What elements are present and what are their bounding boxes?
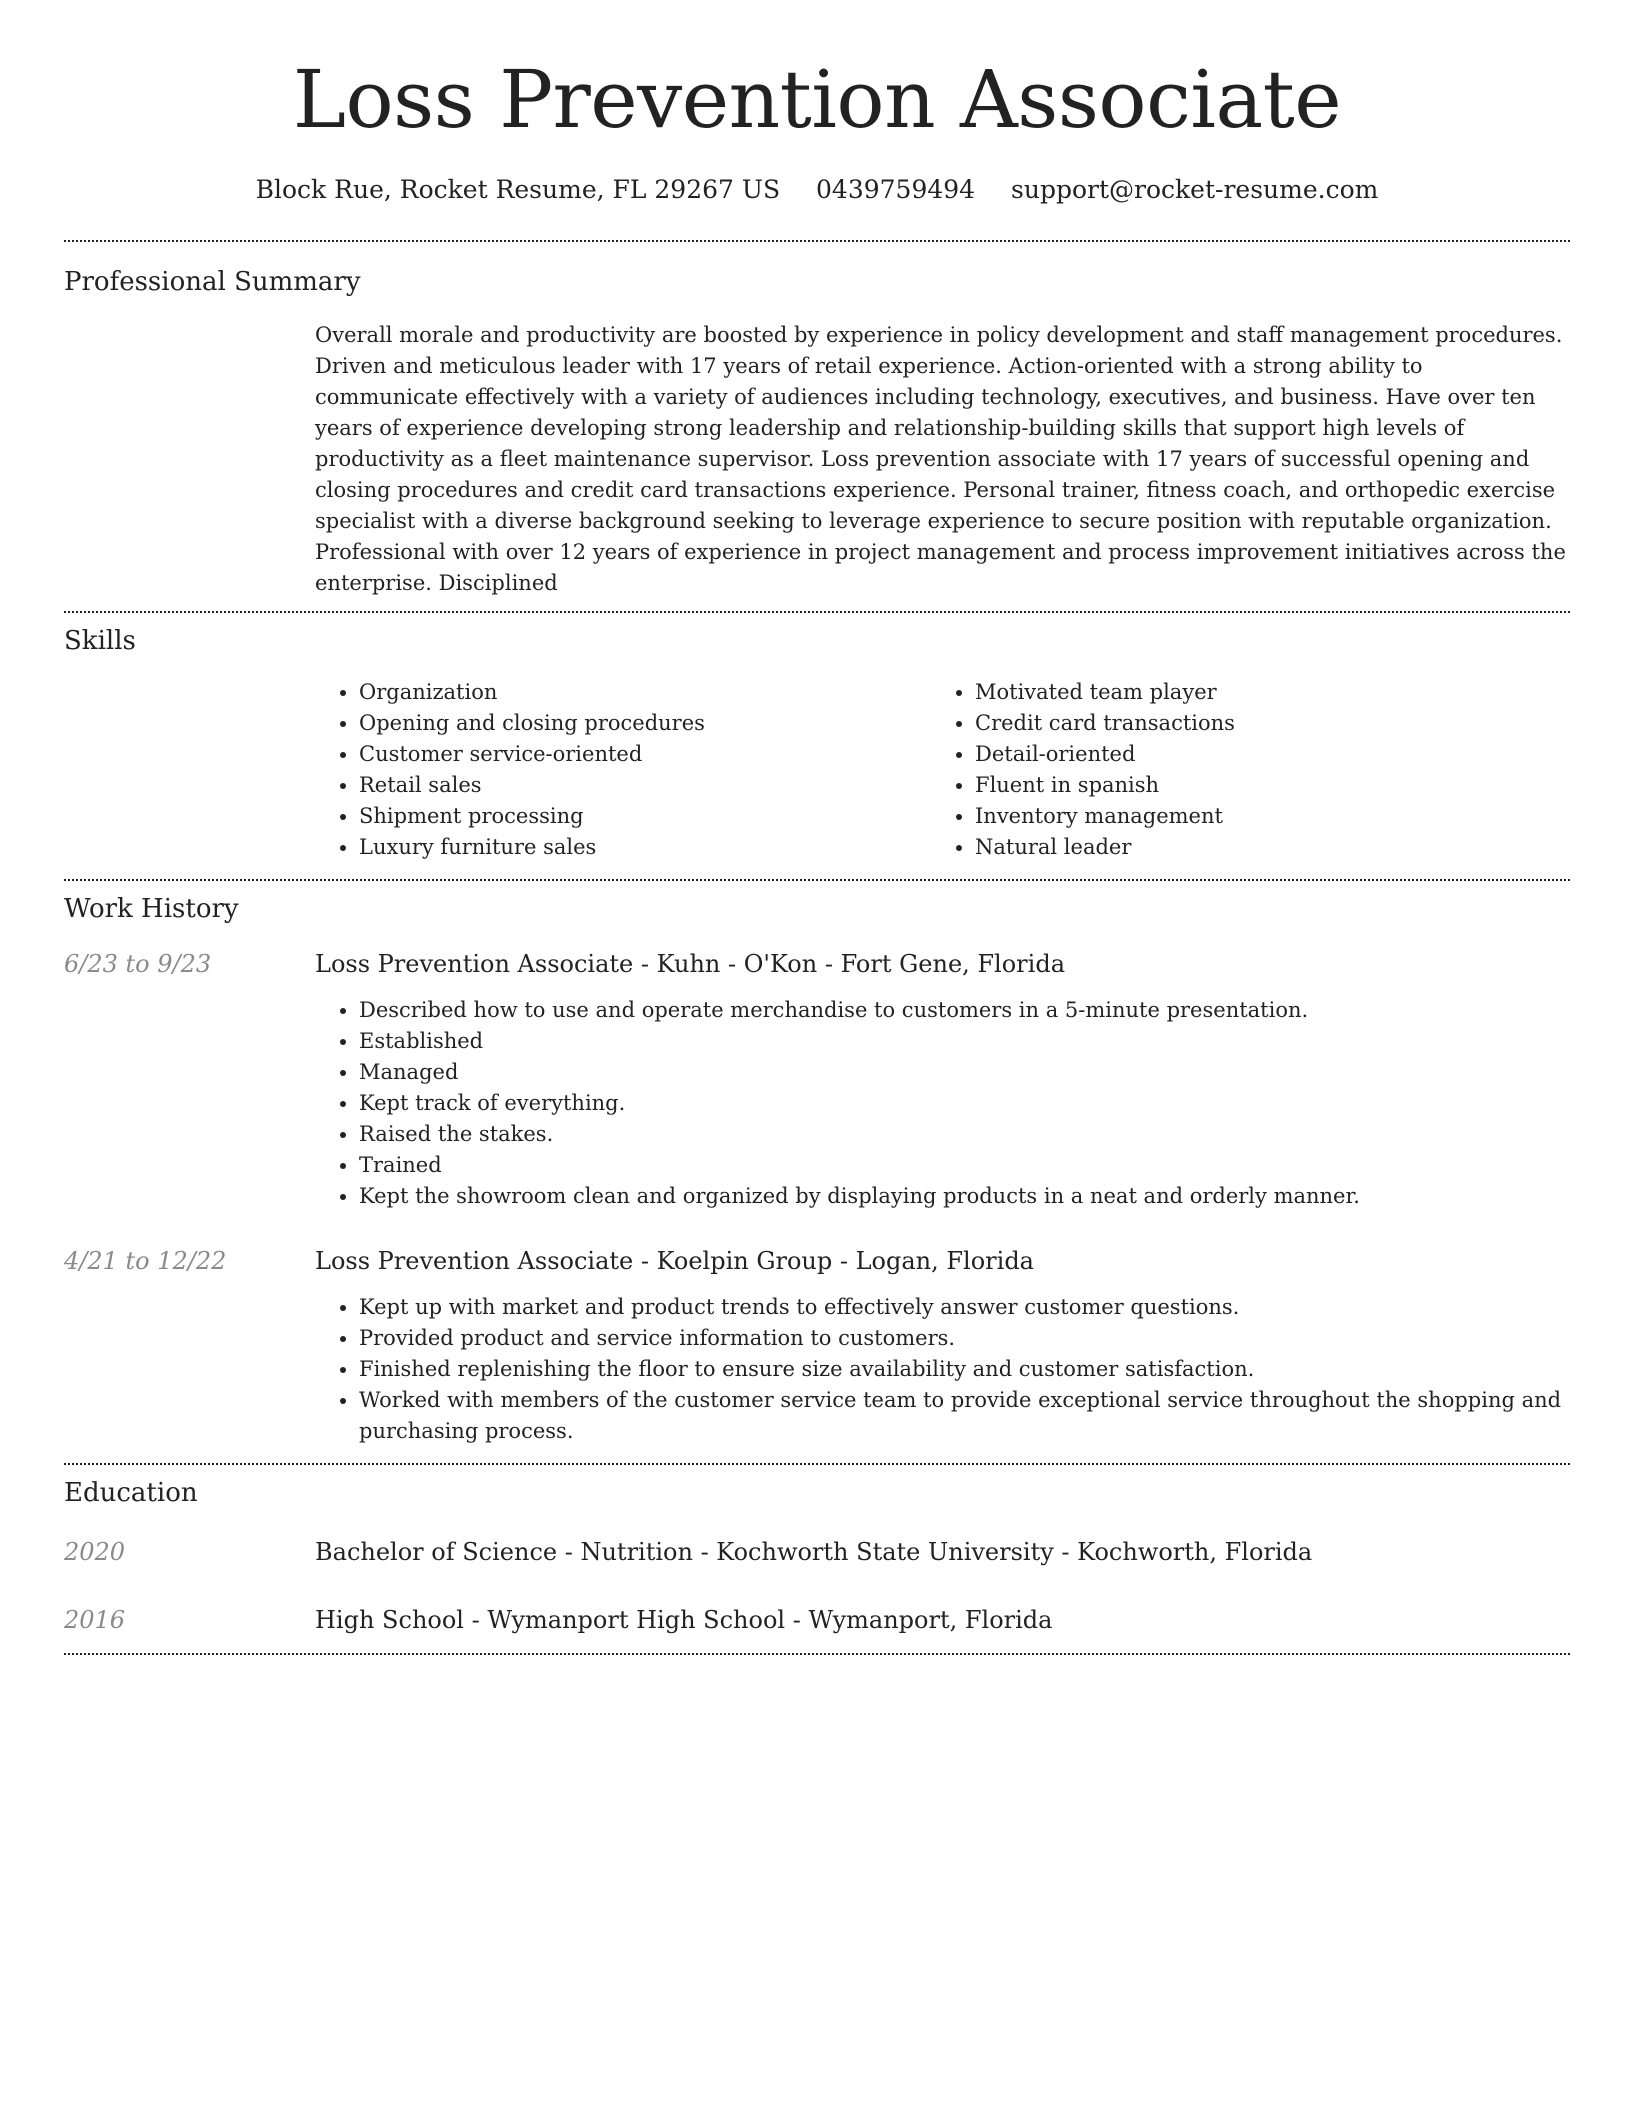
- work-title: Work History: [64, 894, 239, 924]
- job-title: Loss Prevention Associate - Kuhn - O'Kon - Fort Gene, Florida: [315, 950, 1065, 978]
- education-section: [64, 1465, 1570, 1653]
- education-entry: [64, 1603, 1570, 1637]
- skill-item: • Customer service-oriented: [359, 739, 931, 770]
- skill-item: • Luxury furniture sales: [359, 832, 931, 863]
- summary-section: [64, 242, 1570, 611]
- job-body: [315, 1244, 1570, 1447]
- skills-left-list: [315, 677, 931, 863]
- job-bullet: • Established: [359, 1026, 1570, 1057]
- job-bullet: • Trained: [359, 1150, 1570, 1181]
- contact-email: support@rocket-resume.com: [1011, 175, 1379, 204]
- education-text: High School - Wymanport High School - Wymanport, Florida: [315, 1606, 1053, 1634]
- education-divider: [64, 1653, 1570, 1655]
- summary-text: Overall morale and productivity are boosted by experience in policy development and staff management procedures. Driven and meticulous leader with 17 years of retail experience. Action-oriented with a strong ability to communicate effectively with a variety of audiences including technology, executives, and business. Have over ten years of experience developing strong leadership and relationship-building skills that support high levels of productivity as a fleet maintenance supervisor. Loss prevention associate with 17 years of successful opening and closing procedures and credit card transactions experience. Personal trainer, fitness coach, and orthopedic exercise specialist with a diverse background seeking to leverage experience to secure position with reputable organization. Professional with over 12 years of experience in project management and process improvement initiatives across the enterprise. Disciplined: [315, 323, 1566, 595]
- skill-item: • Retail sales: [359, 770, 931, 801]
- job-bullet: • Managed: [359, 1057, 1570, 1088]
- contact-line: [64, 174, 1570, 206]
- job-bullet: • Kept the showroom clean and organized by displaying products in a neat and orderly manner.: [359, 1181, 1570, 1212]
- work-section: [64, 881, 1570, 1463]
- skill-item: • Detail-oriented: [975, 739, 1547, 770]
- job-entry: [64, 1244, 1570, 1447]
- skill-item: • Motivated team player: [975, 677, 1547, 708]
- job-bullet: • Worked with members of the customer service team to provide exceptional service throughout the shopping and purchasing process.: [359, 1385, 1570, 1447]
- job-bullets: [315, 995, 1570, 1212]
- job-date: 4/21 to 12/22: [64, 1247, 227, 1275]
- skill-item: • Natural leader: [975, 832, 1547, 863]
- job-bullet: • Raised the stakes.: [359, 1119, 1570, 1150]
- education-text: Bachelor of Science - Nutrition - Kochworth State University - Kochworth, Florida: [315, 1538, 1313, 1566]
- job-bullet: • Provided product and service information to customers.: [359, 1323, 1570, 1354]
- job-entry: [64, 947, 1570, 1212]
- skill-item: • Inventory management: [975, 801, 1547, 832]
- skills-section: [64, 613, 1570, 879]
- job-bullet: • Kept track of everything.: [359, 1088, 1570, 1119]
- contact-address: Block Rue, Rocket Resume, FL 29267 US: [255, 175, 781, 204]
- education-date: 2020: [64, 1538, 126, 1566]
- skills-right-list: [931, 677, 1547, 863]
- job-bullets: [315, 1292, 1570, 1447]
- skill-item: • Fluent in spanish: [975, 770, 1547, 801]
- resume-header: [64, 0, 1570, 206]
- summary-title: Professional Summary: [64, 267, 361, 297]
- education-entry: [64, 1535, 1570, 1569]
- education-title: Education: [64, 1478, 198, 1508]
- job-spacer: [64, 1212, 1570, 1244]
- education-date: 2016: [64, 1606, 126, 1634]
- resume-page: [64, 0, 1570, 1655]
- job-bullet: • Kept up with market and product trends to effectively answer customer questions.: [359, 1292, 1570, 1323]
- skill-item: • Credit card transactions: [975, 708, 1547, 739]
- job-bullet: • Described how to use and operate merchandise to customers in a 5-minute presentation.: [359, 995, 1570, 1026]
- skill-item: • Opening and closing procedures: [359, 708, 931, 739]
- job-title: Loss Prevention Associate - Koelpin Group - Logan, Florida: [315, 1247, 1034, 1275]
- skills-columns: [315, 677, 1570, 879]
- contact-phone: 0439759494: [816, 175, 976, 204]
- skill-item: • Organization: [359, 677, 931, 708]
- job-date: 6/23 to 9/23: [64, 950, 212, 978]
- candidate-name: Loss Prevention Associate: [292, 53, 1342, 146]
- skills-title: Skills: [64, 626, 136, 656]
- job-bullet: • Finished replenishing the floor to ensure size availability and customer satisfaction.: [359, 1354, 1570, 1385]
- job-body: [315, 947, 1570, 1212]
- skill-item: • Shipment processing: [359, 801, 931, 832]
